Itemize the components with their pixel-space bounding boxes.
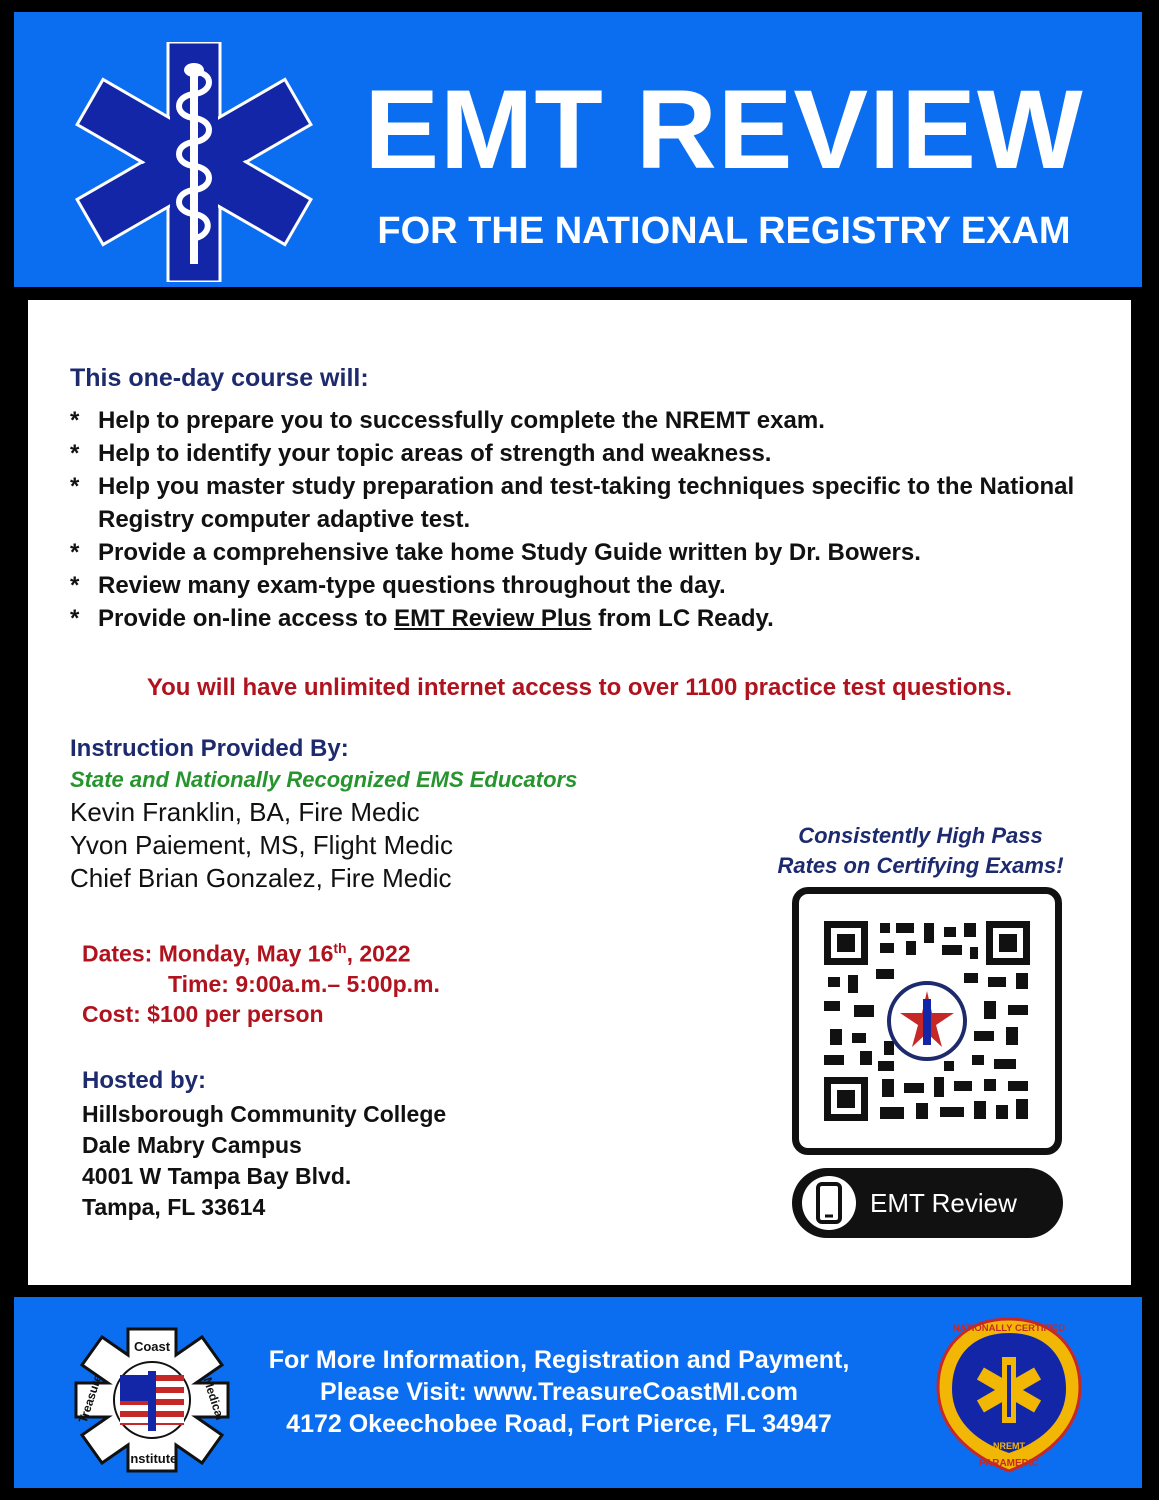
- smartphone-icon: [802, 1176, 856, 1230]
- main-panel: [28, 300, 1131, 1285]
- svg-text:PARAMEDIC: PARAMEDIC: [979, 1458, 1039, 1469]
- unlimited-access-note: You will have unlimited internet access to over 1100 practice test questions.: [146, 674, 1013, 701]
- svg-text:Treasure: Treasure: [75, 1372, 105, 1425]
- hosted-heading: Hosted by:: [82, 1067, 207, 1094]
- star-of-life-icon: [74, 42, 314, 282]
- cost-line: Cost: $100 per person: [82, 1000, 324, 1027]
- bullet-marker: *: [70, 440, 80, 467]
- instructor-list: [70, 796, 453, 895]
- svg-text:Institute: Institute: [126, 1451, 178, 1466]
- bullet-marker: *: [70, 572, 80, 599]
- list-item: * Review many exam-type questions throughout the day.: [70, 569, 1110, 602]
- dates-line: Dates: Monday, May 16th, 2022: [82, 940, 411, 967]
- bullet-marker: *: [70, 539, 80, 566]
- svg-text:NATIONALLY CERTIFIED: NATIONALLY CERTIFIED: [952, 1323, 1066, 1334]
- course-bullets: [70, 404, 1110, 635]
- bullet-marker: *: [70, 473, 80, 500]
- footer-address: 4172 Okeechobee Road, Fort Pierce, FL 34947: [286, 1410, 832, 1438]
- time-line: Time: 9:00a.m.– 5:00p.m.: [168, 970, 440, 997]
- bullet-marker: *: [70, 605, 80, 632]
- header-banner: [14, 12, 1142, 287]
- list-item: Yvon Paiement, MS, Flight Medic: [70, 830, 453, 860]
- list-item: 4001 W Tampa Bay Blvd.: [82, 1163, 352, 1189]
- pass-rate-note: Consistently High Pass Rates on Certifying Exams!: [777, 823, 1064, 878]
- list-item: Chief Brian Gonzalez, Fire Medic: [70, 863, 452, 893]
- qr-code-icon[interactable]: [824, 921, 1030, 1121]
- instruction-subheading: State and Nationally Recognized EMS Educators: [70, 767, 578, 792]
- list-item: * Help to identify your topic areas of strength and weakness.: [70, 437, 1110, 470]
- list-item: Tampa, FL 33614: [82, 1194, 266, 1220]
- bullet-marker: *: [70, 407, 80, 434]
- svg-text:Medical: Medical: [200, 1375, 228, 1422]
- page-title: EMT REVIEW: [364, 67, 1084, 192]
- emt-review-app-button[interactable]: [792, 1168, 1063, 1238]
- course-intro: This one-day course will:: [70, 364, 369, 392]
- website-link[interactable]: Please Visit: www.TreasureCoastMI.com: [320, 1378, 798, 1406]
- svg-text:Coast: Coast: [133, 1339, 171, 1354]
- instruction-heading: Instruction Provided By:: [70, 735, 349, 762]
- emt-review-plus-link[interactable]: EMT Review Plus: [394, 605, 592, 632]
- list-item: * Provide a comprehensive take home Study Guide written by Dr. Bowers.: [70, 536, 1110, 569]
- hosted-address: [82, 1099, 446, 1223]
- schedule-block: [82, 933, 440, 1029]
- list-item: Dale Mabry Campus: [82, 1132, 302, 1158]
- footer-contact: [244, 1344, 874, 1440]
- svg-text:NREMT: NREMT: [993, 1441, 1025, 1451]
- footer-line: For More Information, Registration and Payment,: [268, 1346, 850, 1374]
- app-button-label: EMT Review: [870, 1188, 1017, 1218]
- page-subtitle: FOR THE NATIONAL REGISTRY EXAM: [377, 210, 1071, 252]
- treasure-coast-medical-institute-logo: [72, 1325, 232, 1475]
- list-item: * Help you master study preparation and test-taking techniques specific to the National Registry computer adaptive test.: [70, 470, 1110, 536]
- list-item: Kevin Franklin, BA, Fire Medic: [70, 797, 420, 827]
- qr-code-frame[interactable]: [792, 887, 1062, 1155]
- list-item: Hillsborough Community College: [82, 1101, 447, 1127]
- list-item: * Help to prepare you to successfully complete the NREMT exam.: [70, 404, 1110, 437]
- footer-banner: [14, 1297, 1142, 1488]
- nremt-paramedic-patch-logo: [934, 1315, 1084, 1475]
- list-item: * Provide on-line access to EMT Review Plus from LC Ready.: [70, 602, 1110, 635]
